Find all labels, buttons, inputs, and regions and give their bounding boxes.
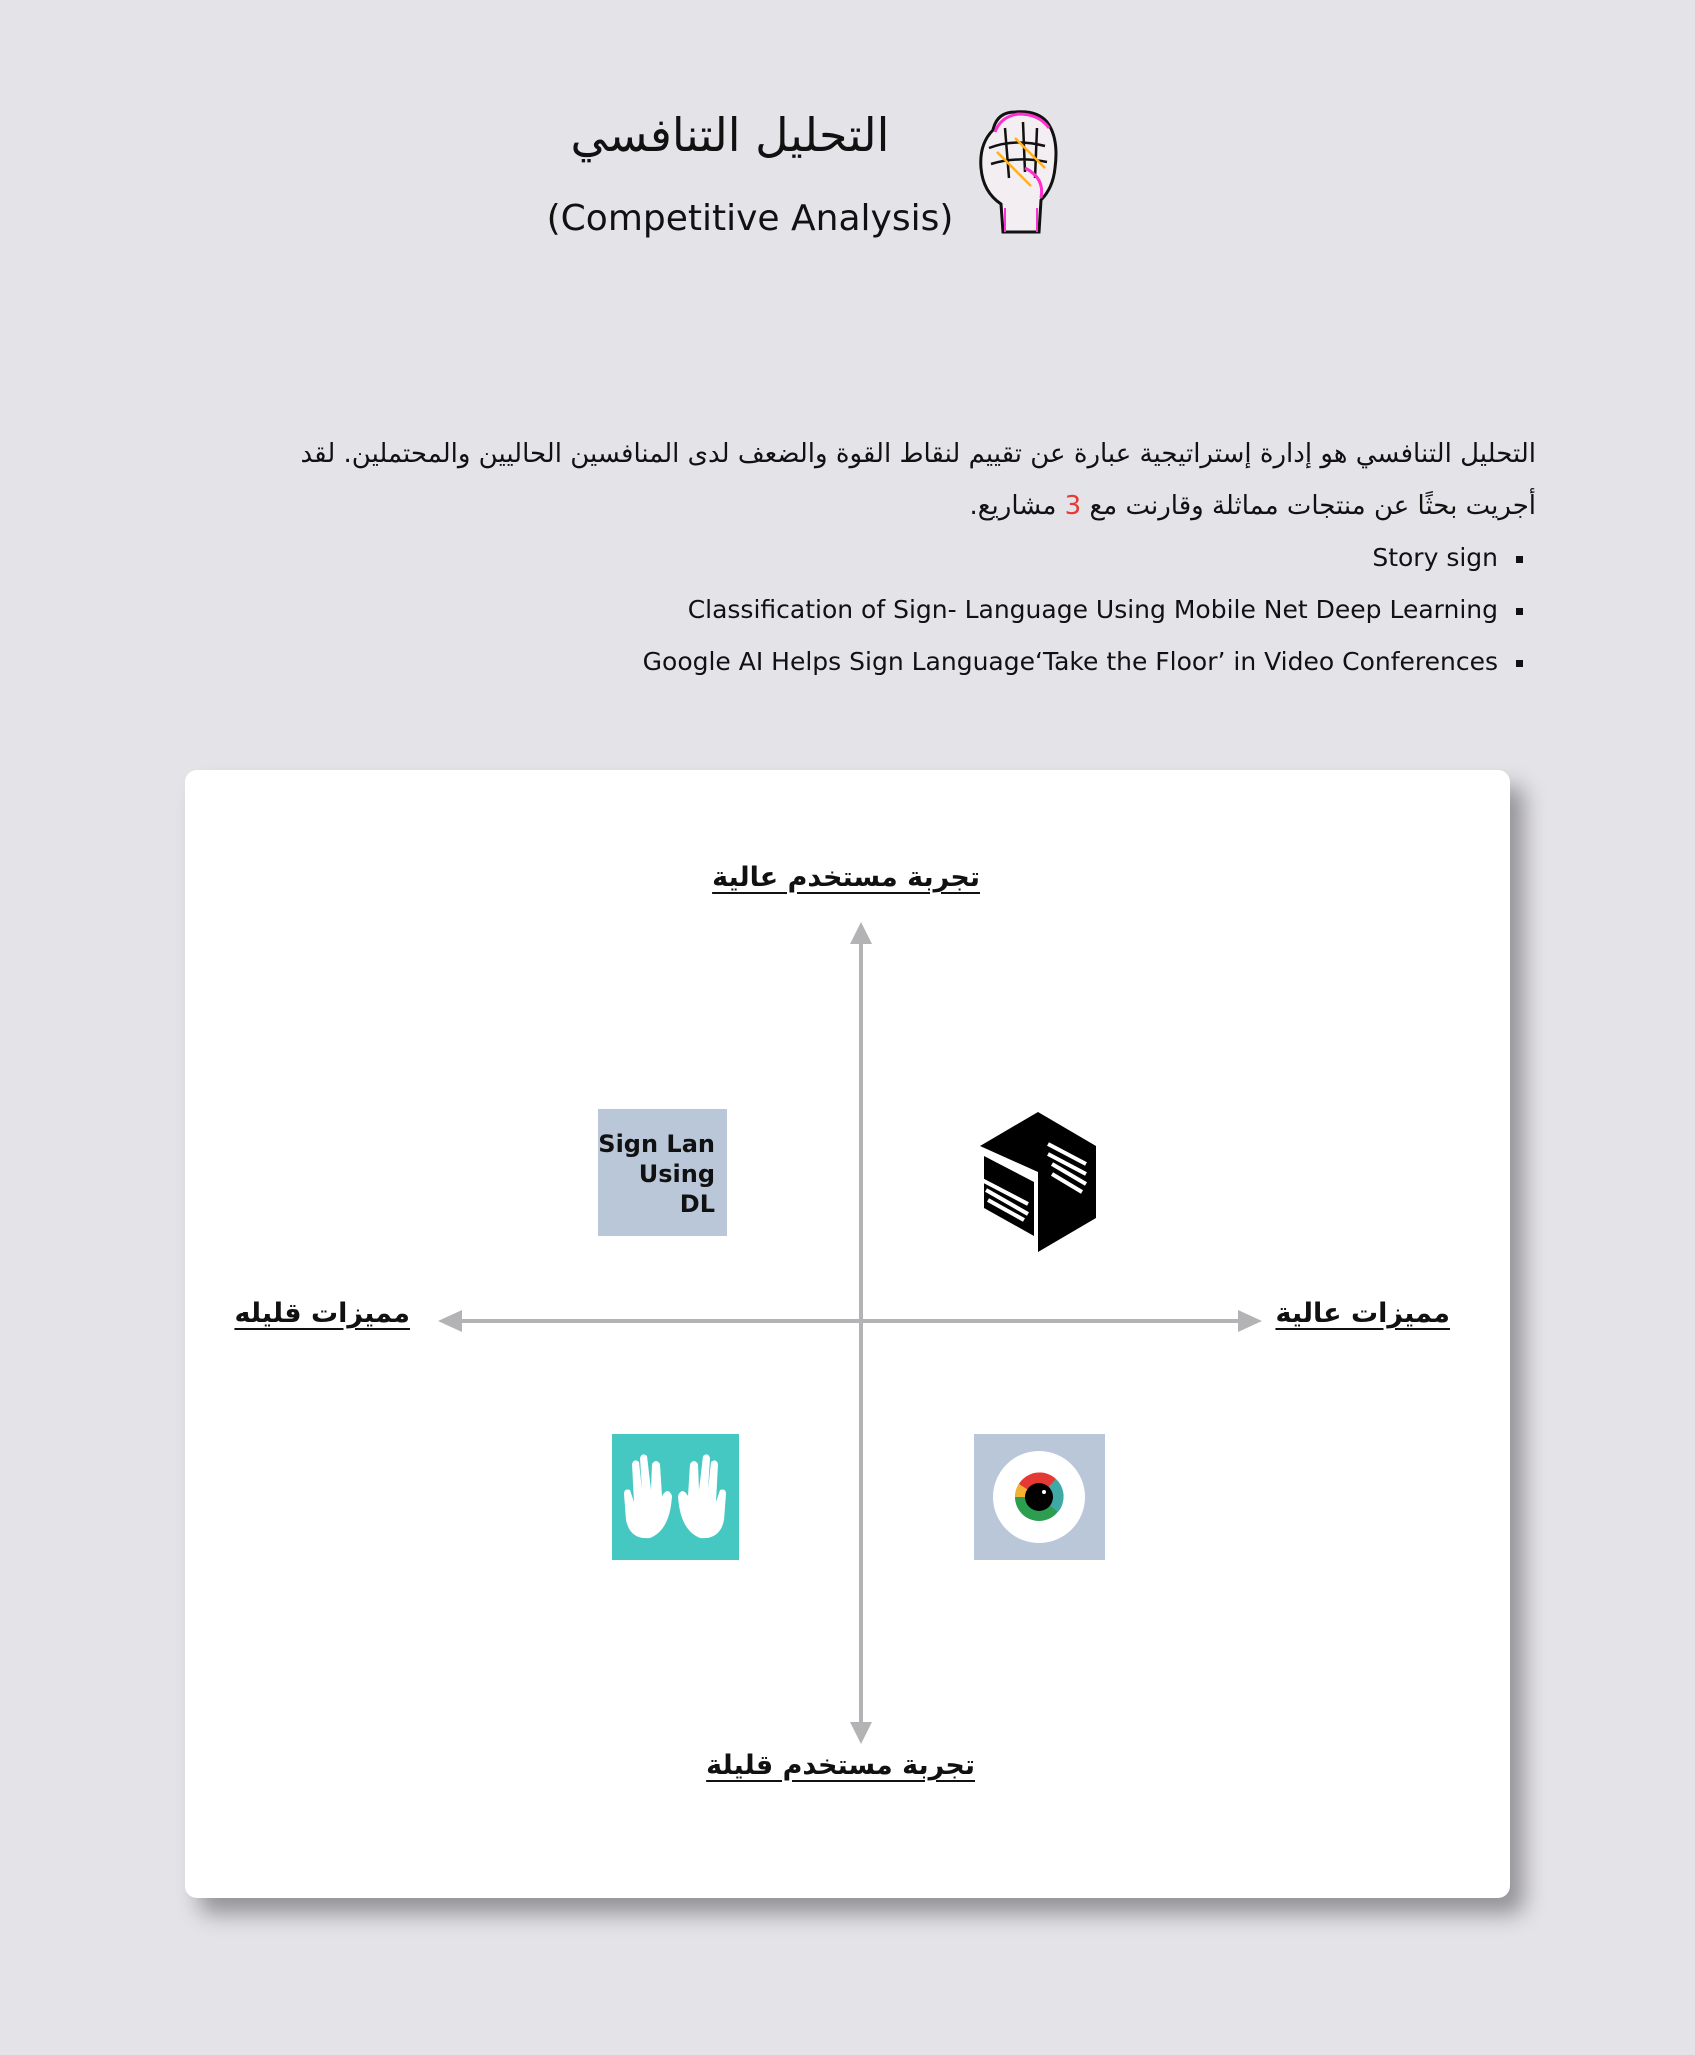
horizontal-axis — [438, 1310, 1262, 1332]
story-sign-hands-logo — [612, 1434, 739, 1560]
classification-eye-logo — [974, 1434, 1105, 1560]
intro-text: التحليل التنافسي هو إدارة إستراتيجية عبارة عن تقييم لنقاط القوة والضعف لدى المنافسين الحاليين والمحتملين. لقد أجريت بحثًا عن منتجات مماثلة وقارنت مع — [300, 439, 1536, 521]
axis-label-low-ux: تجربة مستخدم قليلة — [706, 1750, 975, 1781]
arrow-down-icon — [850, 1722, 872, 1744]
arrow-right-icon — [1238, 1310, 1262, 1332]
vertical-axis — [850, 922, 872, 1744]
axis-label-high-features: مميزات عالية — [1275, 1298, 1450, 1329]
logo-text: DL — [679, 1190, 715, 1218]
project-count: 3 — [1064, 491, 1082, 521]
sign-language-dl-logo — [598, 1109, 727, 1236]
list-item: Google AI Helps Sign Language‘Take the Floor’ in Video Conferences — [643, 636, 1523, 688]
logo-text: Using — [638, 1160, 715, 1188]
page-title-english: (Competitive Analysis) — [546, 198, 954, 239]
intro-text-end: مشاريع. — [969, 491, 1057, 521]
arrow-left-icon — [438, 1310, 462, 1332]
list-item: Story sign — [643, 532, 1523, 584]
arrow-up-icon — [850, 922, 872, 944]
axis-label-few-features: مميزات قليله — [234, 1298, 410, 1329]
page-title-arabic: التحليل التنافسي — [570, 108, 890, 162]
logo-text: Sign Lan — [598, 1130, 715, 1158]
list-item: Classification of Sign- Language Using Mobile Net Deep Learning — [643, 584, 1523, 636]
google-ai-cube-logo — [978, 1112, 1102, 1252]
axis-label-high-ux: تجربة مستخدم عالية — [712, 862, 980, 893]
